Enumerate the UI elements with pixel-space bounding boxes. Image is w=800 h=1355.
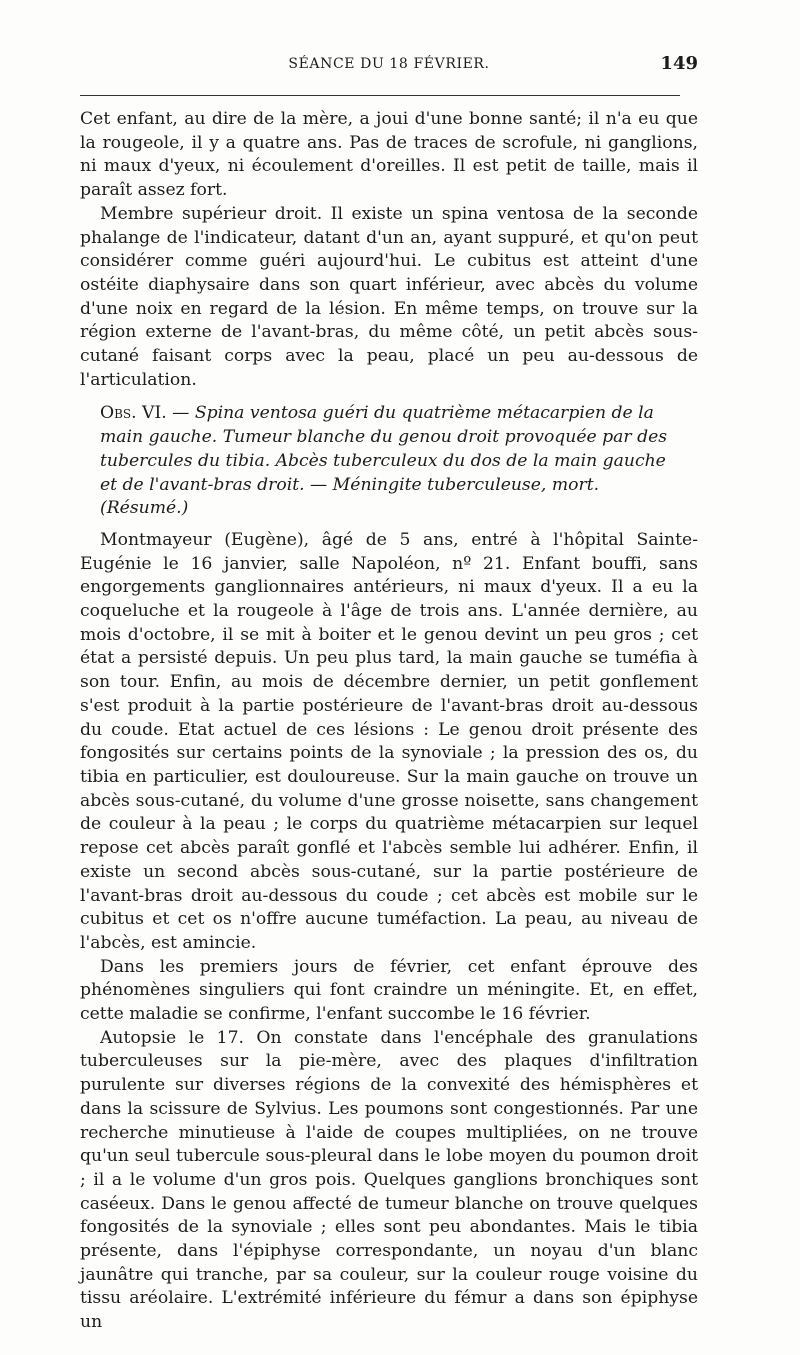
paragraph-case-description: Montmayeur (Eugène), âgé de 5 ans, entré à l'hôpital Sainte-Eugénie le 16 janvier, salle Napoléon, nº 21. Enfant bouffi, sans engorgements ganglionnaires antérieurs, ni maux d'yeux. Il a eu la coqueluche et la rougeole à l'âge de trois ans. L'année dernière, au mois d'octobre, il se mit à boiter et le genou devint un peu gros ; cet état a persisté depuis. Un peu plus tard, la main gauche se tuméfia à son tour. Enfin, au mois de décembre dernier, un petit gonflement s'est produit à la partie postérieure de l'avant-bras droit au-dessous du coude. Etat actuel de ces lésions : Le genou droit présente des fongosités sur certains points de la synoviale ; la pression des os, du tibia en particulier, est douloureuse. Sur la main gauche on trouve un abcès sous-cutané, du volume d'une grosse noisette, sans changement de couleur à la peau ; le corps du quatrième métacarpien sur lequel repose cet abcès paraît gonflé et l'abcès semble lui adhérer. Enfin, il existe un second abcès sous-cutané, sur la partie postérieure de l'avant-bras droit au-dessous du coude ; cet abcès est mobile sur le cubitus et cet os n'offre aucune tuméfaction. La peau, au niveau de l'abcès, est amincie. (80, 529, 698, 953)
observation-heading (80, 402, 698, 521)
paragraph-autopsy: Autopsie le 17. On constate dans l'encéphale des granulations tuberculeuses sur la pie-mère, avec des plaques d'infiltration purulente sur diverses régions de la convexité des hémisphères et dans la scissure de Sylvius. Les poumons sont congestionnés. Par une recherche minutieuse à l'aide de coupes multipliées, on ne trouve qu'un seul tubercule sous-pleural dans le lobe moyen du poumon droit ; il a le volume d'un gros pois. Quelques ganglions bronchiques sont caséeux. Dans le genou affecté de tumeur blanche on trouve quelques fongosités de la synoviale ; elles sont peu abondantes. Mais le tibia présente, dans l'épiphyse correspondante, un noyau d'un blanc jaunâtre qui tranche, par sa couleur, sur la couleur rouge voisine du tissu aréolaire. L'extrémité inférieure du fémur a dans son épiphyse un (80, 1027, 698, 1333)
paragraph-meningitis: Dans les premiers jours de février, cet enfant éprouve des phénomènes singuliers qui font craindre un méningite. Et, en effet, cette maladie se confirme, l'enfant succombe le 16 février. (80, 956, 698, 1025)
body-text (80, 108, 698, 1335)
running-header (80, 53, 698, 84)
header-rule (80, 95, 680, 96)
running-title: SÉANCE DU 18 FÉVRIER. (288, 56, 490, 72)
page-number: 149 (660, 53, 698, 74)
paragraph-upper-limb: Membre supérieur droit. Il existe un spina ventosa de la seconde phalange de l'indicateur, datant d'un an, ayant suppuré, et qu'on peut considérer comme guéri aujourd'hui. Le cubitus est atteint d'une ostéite diaphysaire dans son quart inférieur, avec abcès du volume d'une noix en regard de la lésion. En même temps, on trouve sur la région externe de l'avant-bras, du même côté, un petit abcès sous-cutané faisant corps avec la peau, placé un peu au-dessous de l'articulation. (80, 203, 698, 390)
paragraph-patient-history: Cet enfant, au dire de la mère, a joui d'une bonne santé; il n'a eu que la rougeole, il y a quatre ans. Pas de traces de scrofule, ni ganglions, ni maux d'yeux, ni écoulement d'oreilles. Il est petit de taille, mais il paraît assez fort. (80, 109, 698, 201)
observation-title: Spina ventosa guéri du quatrième métacarpien de la main gauche. Tumeur blanche du genou droit provoquée par des tubercules du tibia. Abcès tuberculeux du dos de la main gauche et de l'avant-bras droit. — Méningite tuberculeuse, mort. (Résumé.) (100, 403, 668, 519)
observation-label: Obs. VI. — (100, 403, 190, 424)
